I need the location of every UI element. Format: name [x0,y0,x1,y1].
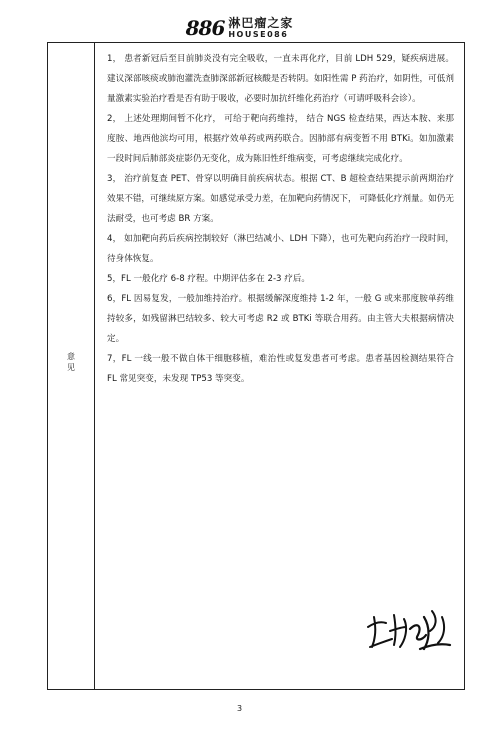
logo-mark: 886 [185,16,225,40]
opinion-content [95,43,464,689]
logo-header [0,10,479,46]
opinion-paragraph-5: 5，FL 一般化疗 6-8 疗程。中期评估多在 2-3 疗后。 [107,274,311,284]
opinion-paragraph-1: 1， 患者新冠后至目前肺炎没有完全吸收，一直未再化疗，目前 LDH 529，疑疾病进展。建议深部咳痰或肺泡灌洗查肺深部新冠核酸是否转阴。如阳性需 P 药治疗，如阴性，可低剂量激素实验治疗看是否有助于吸收，必要时加抗纤维化药治疗（可请呼吸科会诊）。 [107,54,454,104]
page-number: 3 [236,704,243,713]
opinion-paragraph-3: 3， 治疗前复查 PET、骨穿以明确目前疾病状态。根据 CT、B 超检查结果提示前两期治疗效果不错，可继续原方案。如感觉承受力差，在加靶向药情况下， 可降低化疗剂量。如仍无法耐受，也可考虑 BR 方案。 [107,174,454,224]
handwritten-signature [360,597,460,653]
label-column [48,43,95,689]
logo-text [228,17,293,39]
opinion-table [47,42,465,690]
logo-name-cn: 淋巴瘤之家 [228,16,294,30]
opinion-paragraph-4: 4， 如加靶向药后疾病控制较好（淋巴结减小、LDH 下降），也可先靶向药治疗一段时间，待身体恢复。 [107,234,454,264]
opinion-label: 意见 [67,352,75,372]
logo-name-en: HOUSE086 [228,30,289,39]
opinion-paragraph-6: 6，FL 因易复发，一般加维持治疗。根据缓解深度维持 1-2 年，一般 G 或来那度胺单药维持较多，如残留淋巴结较多、较大可考虑 R2 或 BTKi 等联合用药。由主管大夫根据病情决定。 [107,294,454,344]
opinion-paragraph-7: 7，FL 一线一般不做自体干细胞移植，难治性或复发患者可考虑。患者基因检测结果符合 FL 常见突变，未发现 TP53 等突变。 [107,354,454,384]
opinion-paragraph-2: 2， 上述处理期间暂不化疗， 可给于靶向药维持， 结合 NGS 检查结果，西达本胺、来那度胺、地西他滨均可用，根据疗效单药或两药联合。因肺部有病变暂不用 BTKi。如加激素一段时间后肺部炎症影仍无变化，成为陈旧性纤维病变，可考虑继续完成化疗。 [107,114,454,164]
